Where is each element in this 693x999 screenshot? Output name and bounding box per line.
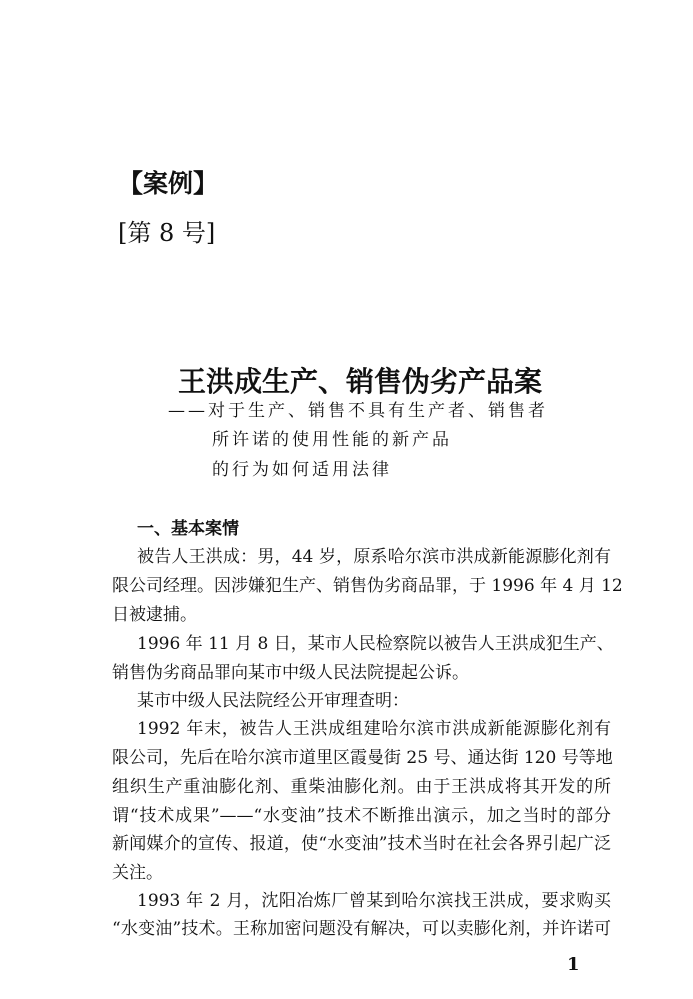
body-line: “水变油”技术。王称加密问题没有解决，可以卖膨化剂，并许诺可 [112,919,611,939]
case-number: [第 8 号] [118,219,216,247]
page-number: 1 [567,954,580,975]
body-line: 谓“技术成果”——“水变油”技术不断推出演示，加之当时的部分 [112,806,611,826]
body-line: 销售伪劣商品罪向某市中级人民法院提起公诉。 [112,663,469,683]
body-line: 关注。 [112,863,163,883]
body-line: 1992 年末，被告人王洪成组建哈尔滨市洪成新能源膨化剂有 [137,719,611,739]
subtitle-line: ——对于生产、销售不具有生产者、销售者 [168,401,548,421]
body-line: 某市中级人民法院经公开审理查明： [137,691,409,711]
subtitle-line: 所许诺的使用性能的新产品 [212,430,452,450]
subtitle-line: 的行为如何适用法律 [212,460,392,480]
body-line: 1993 年 2 月，沈阳冶炼厂曾某到哈尔滨找王洪成，要求购买 [137,891,611,911]
case-title: 王洪成生产、销售伪劣产品案 [178,365,543,398]
body-line: 被告人王洪成：男，44 岁，原系哈尔滨市洪成新能源膨化剂有 [137,547,611,567]
body-line: 新闻媒介的宣传、报道，使“水变油”技术当时在社会各界引起广泛 [112,834,611,854]
body-line: 日被逮捕。 [112,605,197,625]
body-line: 限公司经理。因涉嫌犯生产、销售伪劣商品罪，于 1996 年 4 月 12 [112,576,623,596]
body-line: 限公司，先后在哈尔滨市道里区霞曼街 25 号、通达街 120 号等地 [112,748,613,768]
section-heading: 一、基本案情 [137,519,239,539]
case-label: 【案例】 [118,169,219,198]
body-line: 组织生产重油膨化剂、重柴油膨化剂。由于王洪成将其开发的所 [112,777,611,797]
body-line: 1996 年 11 月 8 日，某市人民检察院以被告人王洪成犯生产、 [137,634,614,654]
